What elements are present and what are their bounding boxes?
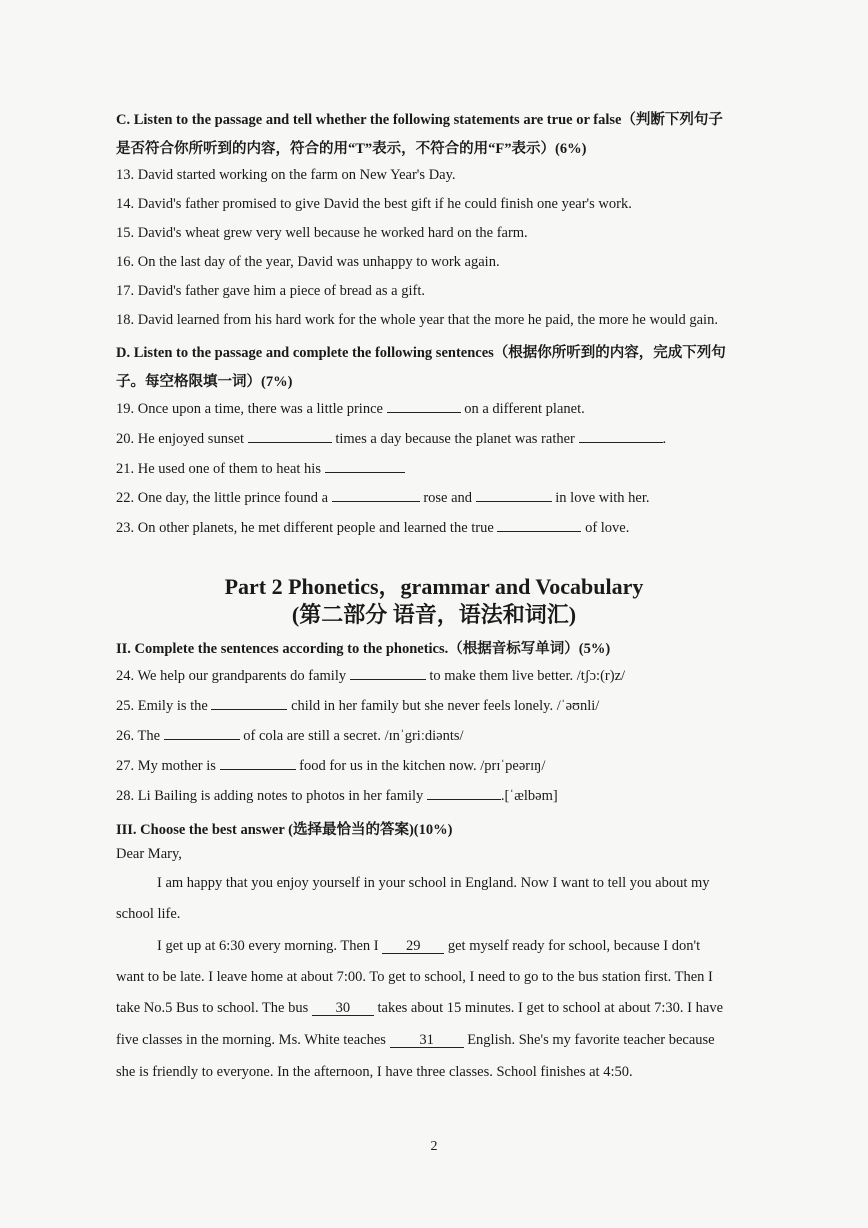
- letter-p1-line1: I am happy that you enjoy yourself in your school in England. Now I want to tell you about my: [157, 875, 710, 891]
- answer-blank-20b[interactable]: [579, 430, 663, 443]
- letter-p2-line4-text-b: English. She's my favorite teacher because: [467, 1032, 715, 1048]
- question-26: [116, 727, 464, 745]
- answer-blank-31[interactable]: 31: [390, 1033, 464, 1048]
- question-20-text-c: .: [662, 431, 667, 447]
- question-20-text-b: times a day because the planet was rather: [335, 431, 575, 447]
- letter-p2-line1-text-a: I get up at 6:30 every morning. Then I: [157, 938, 379, 954]
- page-number: 2: [430, 1139, 438, 1154]
- question-25: [116, 697, 599, 715]
- question-21-text-a: 21. He used one of them to heat his: [116, 461, 321, 477]
- letter-p2-line1: [157, 938, 700, 955]
- question-24-text-a: 24. We help our grandparents do family: [116, 668, 347, 684]
- question-26-text-b: of cola are still a secret. /ɪnˈgriːdiənts/: [243, 728, 464, 744]
- letter-greeting: Dear Mary,: [116, 846, 182, 862]
- question-25-text-b: child in her family but she never feels lonely. /ˈəʊnli/: [291, 698, 600, 714]
- question-24-text-b: to make them live better. /tʃɔ:(r)z/: [429, 668, 626, 684]
- section-iii-heading: III. Choose the best answer (选择最恰当的答案)(10%): [116, 822, 453, 838]
- answer-blank-25[interactable]: [211, 697, 287, 710]
- part2-title: Part 2 Phonetics，grammar and Vocabulary: [224, 574, 644, 599]
- question-21: [116, 460, 405, 478]
- question-28: [116, 787, 558, 805]
- letter-p2-line4: [116, 1032, 715, 1049]
- question-15: 15. David's wheat grew very well because he worked hard on the farm.: [116, 225, 528, 241]
- answer-blank-20a[interactable]: [248, 430, 332, 443]
- letter-p2-line3-text-a: take No.5 Bus to school. The bus: [116, 1000, 309, 1016]
- question-19: [116, 400, 585, 418]
- answer-blank-26[interactable]: [164, 727, 240, 740]
- question-26-text-a: 26. The: [116, 728, 161, 744]
- answer-blank-22a[interactable]: [332, 489, 420, 502]
- section-c-heading-line2: 是否符合你所听到的内容，符合的用“T”表示，不符合的用“F”表示）(6%): [116, 141, 587, 157]
- question-18: 18. David learned from his hard work for the whole year that the more he paid, the more he would gain.: [116, 312, 718, 328]
- letter-p2-line5: she is friendly to everyone. In the afternoon, I have three classes. School finishes at 4:50.: [116, 1064, 633, 1080]
- answer-blank-27[interactable]: [220, 757, 296, 770]
- letter-p2-line4-text-a: five classes in the morning. Ms. White teaches: [116, 1032, 386, 1048]
- question-19-text-a: 19. Once upon a time, there was a little prince: [116, 401, 383, 417]
- question-25-text-a: 25. Emily is the: [116, 698, 208, 714]
- question-22-text-b: rose and: [423, 490, 473, 506]
- section-c-heading-line1: C. Listen to the passage and tell whether the following statements are true or false（判断下列句子: [116, 112, 723, 128]
- question-14: 14. David's father promised to give David the best gift if he could finish one year's work.: [116, 196, 632, 212]
- letter-p2-line3: [116, 1000, 723, 1017]
- question-27-text-a: 27. My mother is: [116, 758, 216, 774]
- question-27-text-b: food for us in the kitchen now. /prɪˈpeərɪŋ/: [299, 758, 546, 774]
- answer-blank-19[interactable]: [387, 400, 461, 413]
- question-20: [116, 430, 666, 448]
- section-d-heading-line2: 子。每空格限填一词）(7%): [116, 374, 293, 390]
- question-13: 13. David started working on the farm on New Year's Day.: [116, 167, 456, 183]
- question-22-text-c: in love with her.: [555, 490, 650, 506]
- section-d-heading-line1: D. Listen to the passage and complete the following sentences（根据你所听到的内容，完成下列句: [116, 345, 726, 361]
- question-24: [116, 667, 625, 685]
- question-28-text-b: .[ˈælbəm]: [500, 788, 558, 804]
- question-23: [116, 519, 629, 537]
- question-22-text-a: 22. One day, the little prince found a: [116, 490, 329, 506]
- answer-blank-24[interactable]: [350, 667, 426, 680]
- question-16: 16. On the last day of the year, David was unhappy to work again.: [116, 254, 500, 270]
- question-23-text-a: 23. On other planets, he met different people and learned the true: [116, 520, 494, 536]
- question-28-text-a: 28. Li Bailing is adding notes to photos in her family: [116, 788, 424, 804]
- section-ii-heading: II. Complete the sentences according to the phonetics.（根据音标写单词）(5%): [116, 641, 611, 657]
- answer-blank-28[interactable]: [427, 787, 501, 800]
- question-19-text-b: on a different planet.: [464, 401, 585, 417]
- answer-blank-23[interactable]: [497, 519, 581, 532]
- part2-subtitle: (第二部分 语音，语法和词汇): [291, 602, 577, 627]
- question-22: [116, 489, 650, 507]
- question-23-text-b: of love.: [585, 520, 630, 536]
- answer-blank-29[interactable]: 29: [382, 939, 444, 954]
- letter-p2-line3-text-b: takes about 15 minutes. I get to school at about 7:30. I have: [377, 1000, 724, 1016]
- question-20-text-a: 20. He enjoyed sunset: [116, 431, 245, 447]
- question-17: 17. David's father gave him a piece of bread as a gift.: [116, 283, 426, 299]
- letter-p2-line2: want to be late. I leave home at about 7:00. To get to school, I need to go to the bus station first. Then I: [116, 969, 713, 985]
- question-27: [116, 757, 545, 775]
- answer-blank-21[interactable]: [325, 460, 405, 473]
- letter-p2-line1-text-b: get myself ready for school, because I don't: [447, 938, 701, 954]
- answer-blank-22b[interactable]: [476, 489, 552, 502]
- answer-blank-30[interactable]: 30: [312, 1001, 374, 1016]
- letter-p1-line2: school life.: [116, 906, 181, 922]
